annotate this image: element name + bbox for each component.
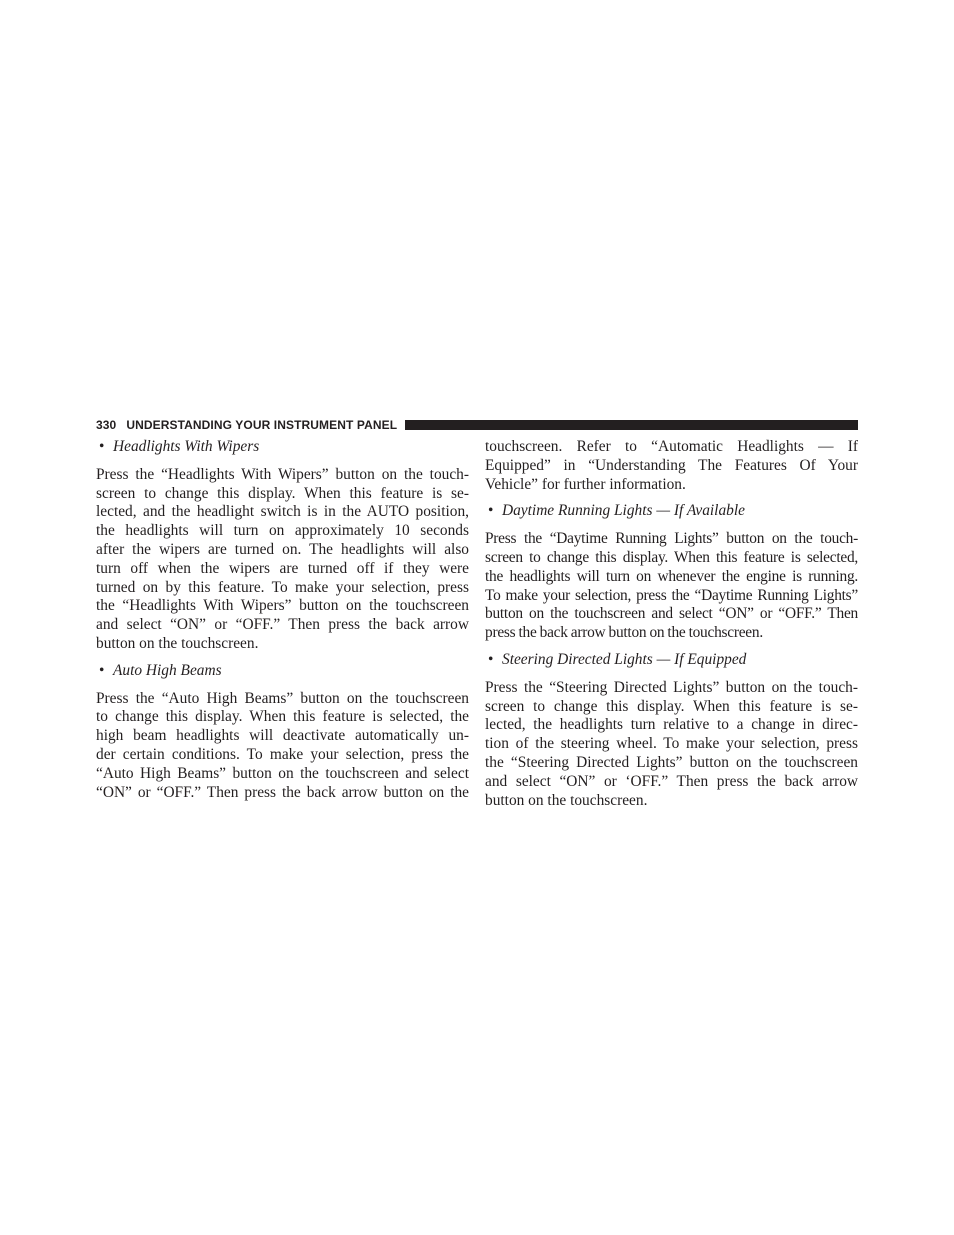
text-line: Press the “Steering Directed Lights” button on the touch- <box>485 678 858 696</box>
text-line: high beam headlights will deactivate automatically un- <box>96 727 469 745</box>
text-line: button on the touchscreen. <box>485 791 648 809</box>
text-line: press the back arrow button on the touchscreen. <box>485 624 763 642</box>
text-line: turn off when the wipers are turned off if they were <box>96 559 469 577</box>
right-column <box>485 438 858 818</box>
page-header <box>96 417 858 432</box>
bullet-heading-auto-high-beams <box>96 662 469 681</box>
bullet-icon: • <box>488 650 494 668</box>
text-line: turned on by this feature. To make your selection, press <box>96 578 469 596</box>
text-line: “Auto High Beams” button on the touchscreen and select <box>96 764 469 782</box>
text-line: der certain conditions. To make your selection, press the <box>96 745 469 763</box>
text-line: the “Steering Directed Lights” button on the touchscreen <box>485 753 858 771</box>
paragraph-auto-high-beams-continued <box>485 438 858 494</box>
bullet-icon: • <box>99 438 105 455</box>
bullet-heading-steering-directed-lights <box>485 651 858 670</box>
text-line: to change this display. When this feature is selected, the <box>96 708 469 726</box>
page-number: 330 <box>96 417 117 432</box>
text-line: screen to change this display. When this feature is se- <box>485 697 858 715</box>
text-line: button on the touchscreen and select “ON” or “OFF.” Then <box>485 605 858 623</box>
text-line: screen to change this display. When this feature is selected, <box>485 548 858 566</box>
text-line: after the wipers are turned on. The headlights will also <box>96 540 469 558</box>
left-column <box>96 438 469 810</box>
paragraph-auto-high-beams <box>96 690 469 803</box>
text-line: Equipped” in “Understanding The Features Of Your <box>485 456 858 474</box>
heading-text: Auto High Beams <box>113 661 222 679</box>
paragraph-daytime-running-lights <box>485 530 858 643</box>
text-line: and select “ON” or “OFF.” Then press the back arrow <box>96 616 469 634</box>
heading-text: Steering Directed Lights — If Equipped <box>502 650 747 668</box>
header-rule-bar <box>405 420 858 430</box>
bullet-heading-headlights-with-wipers <box>96 438 469 457</box>
text-line: button on the touchscreen. <box>96 634 259 652</box>
text-line: screen to change this display. When this feature is se- <box>96 484 469 502</box>
text-line: tion of the steering wheel. To make your selection, press <box>485 735 858 753</box>
paragraph-headlights-with-wipers <box>96 466 469 654</box>
text-line: Press the “Daytime Running Lights” button on the touch- <box>485 530 858 548</box>
text-line: To make your selection, press the “Daytime Running Lights” <box>485 586 858 604</box>
bullet-icon: • <box>488 502 494 520</box>
text-line: the “Headlights With Wipers” button on the touchscreen <box>96 597 469 615</box>
paragraph-steering-directed-lights <box>485 679 858 811</box>
bullet-heading-daytime-running-lights <box>485 502 858 521</box>
text-line: Press the “Headlights With Wipers” button on the touch- <box>96 465 469 483</box>
bullet-icon: • <box>99 661 105 679</box>
text-line: the headlights will turn on whenever the engine is running. <box>485 567 858 585</box>
text-line: and select “ON” or ‘OFF.” Then press the back arrow <box>485 772 858 790</box>
heading-text: Headlights With Wipers <box>113 438 260 455</box>
heading-text: Daytime Running Lights — If Available <box>502 502 745 520</box>
text-line: Vehicle” for further information. <box>485 475 686 493</box>
text-line: touchscreen. Refer to “Automatic Headlights — If <box>485 438 858 455</box>
text-line: “ON” or “OFF.” Then press the back arrow button on the <box>96 783 469 801</box>
section-title: UNDERSTANDING YOUR INSTRUMENT PANEL <box>126 417 398 432</box>
text-line: lected, and the headlight switch is in the AUTO position, <box>96 503 469 521</box>
text-line: Press the “Auto High Beams” button on the touchscreen <box>96 689 469 707</box>
text-line: the headlights will turn on approximately 10 seconds <box>96 522 469 540</box>
text-line: lected, the headlights turn relative to a change in direc- <box>485 716 858 734</box>
